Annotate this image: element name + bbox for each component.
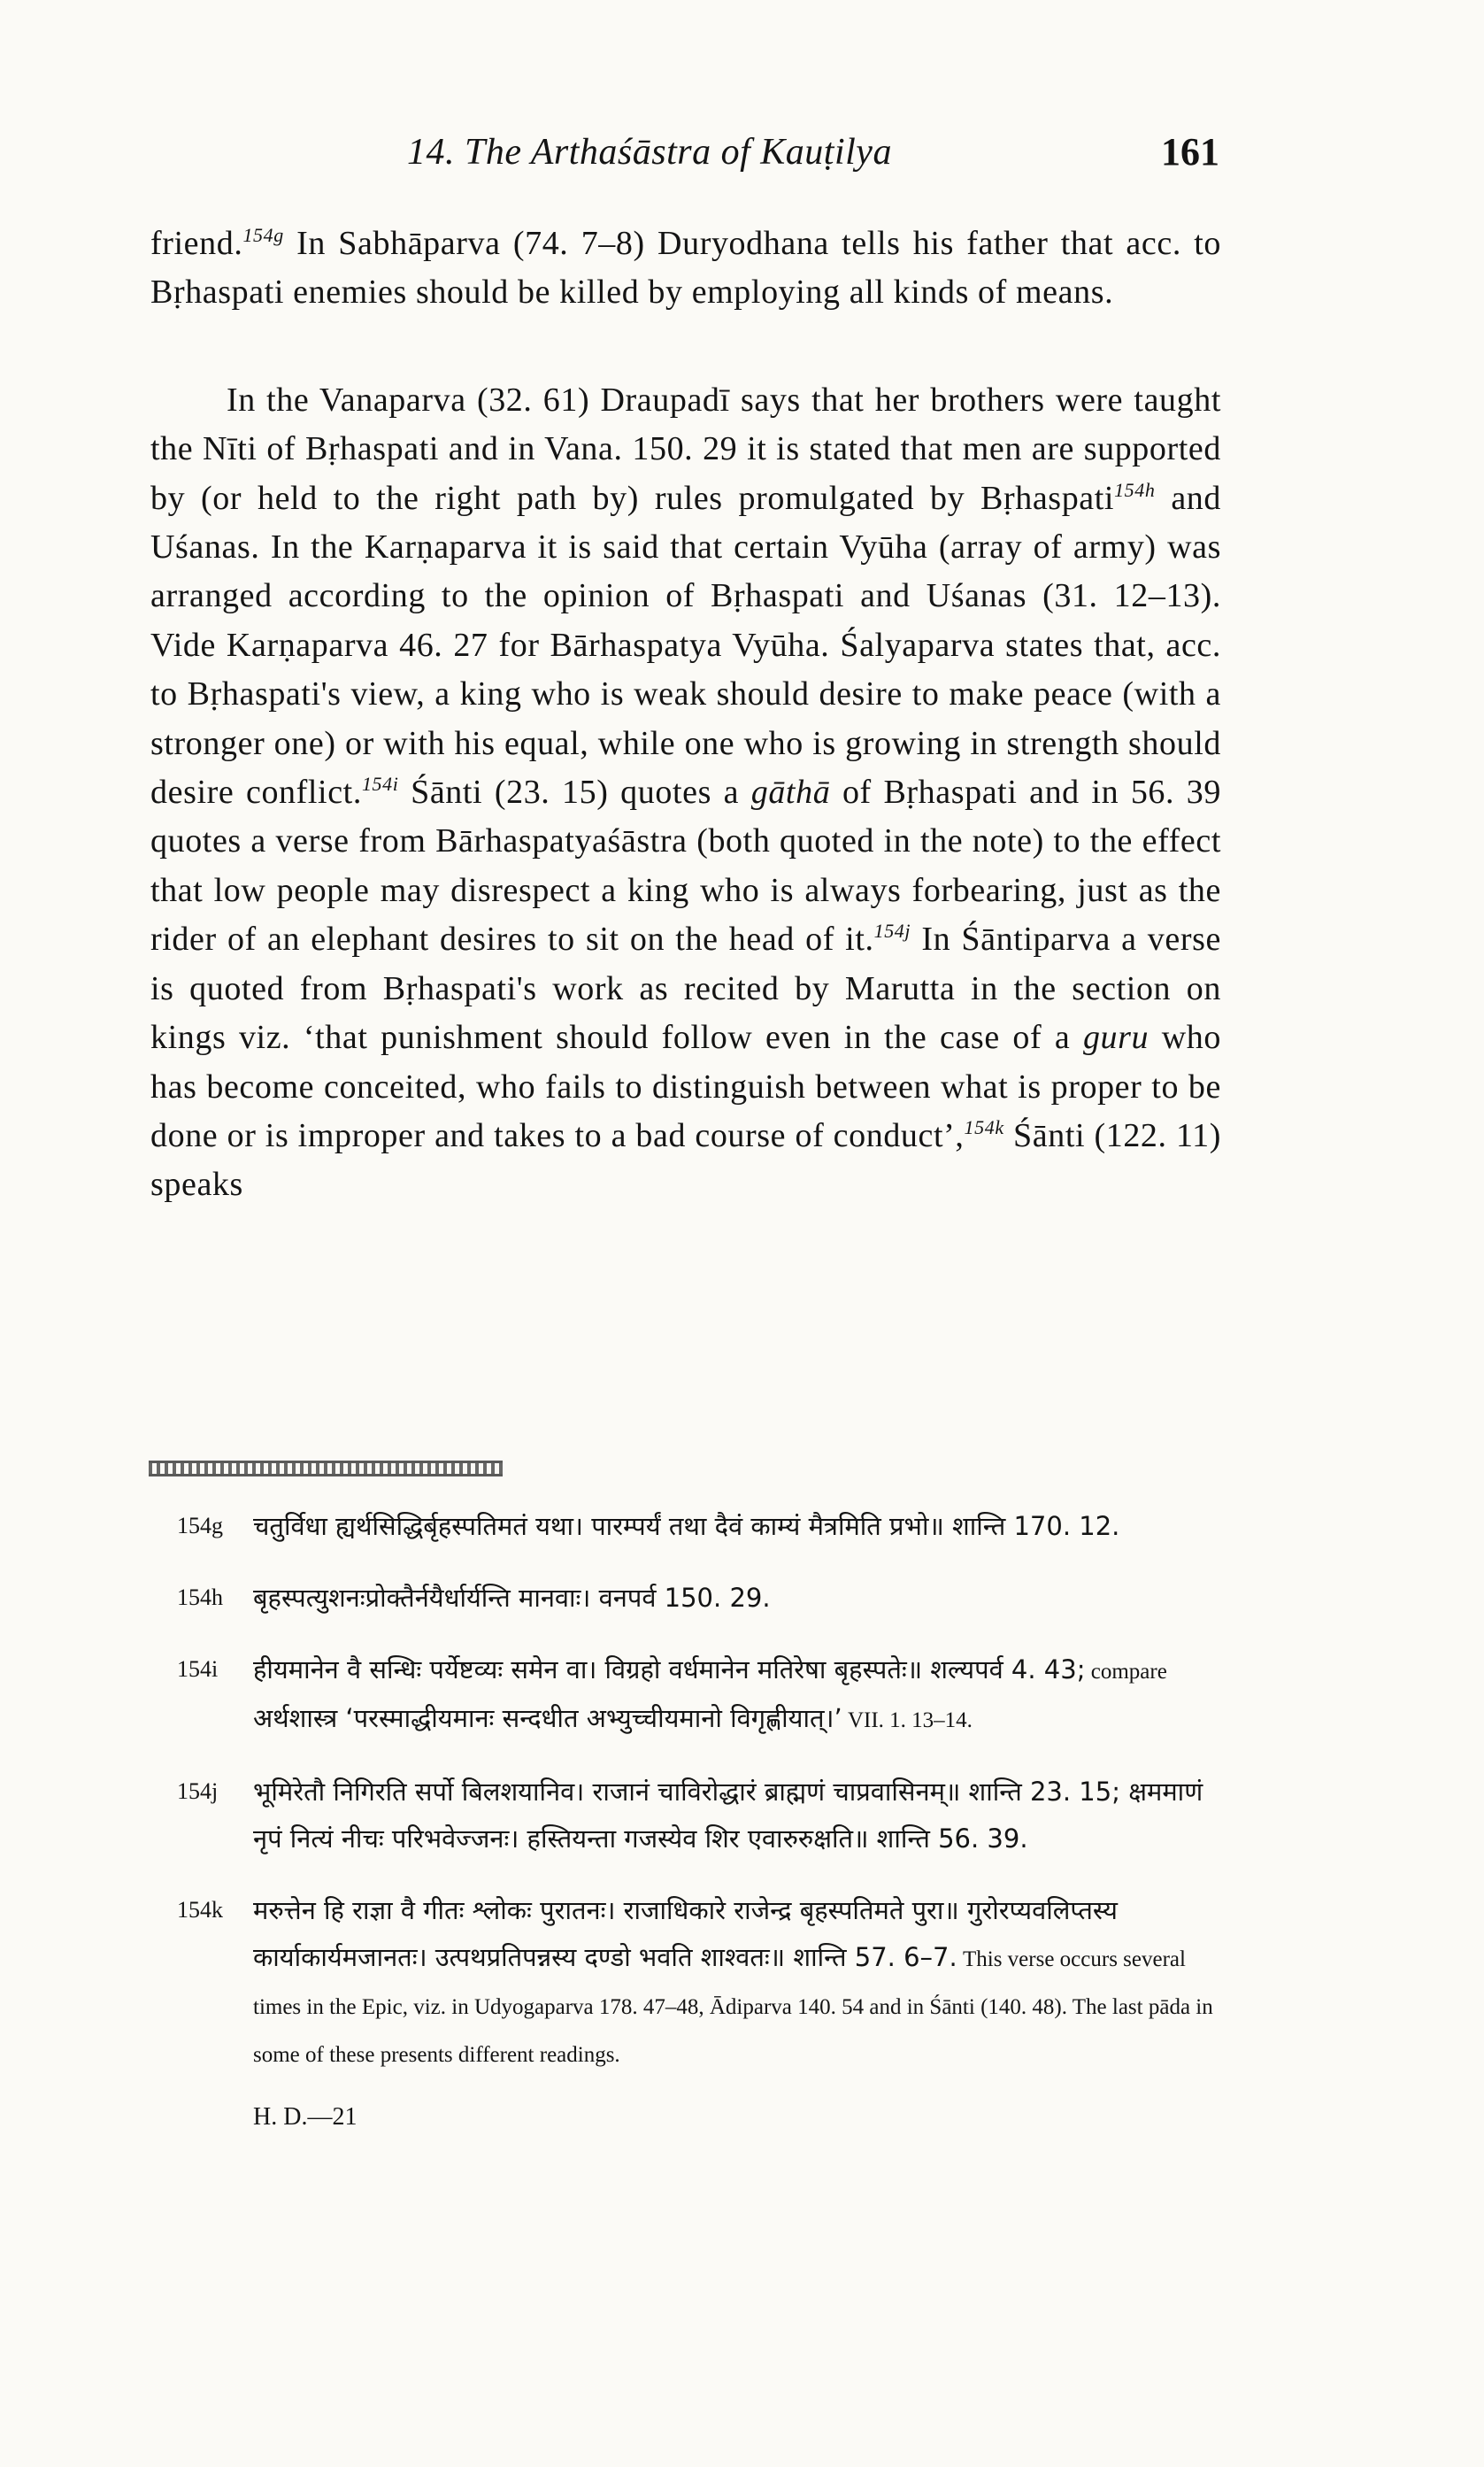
paragraph-2 [150, 376, 1221, 1210]
text-run: In Śāntiparva a verse is quoted from Bṛhaspati's work as recited by Marutta in the section on kings viz. ‘that punishment should follow even in the case of a [150, 921, 1221, 1057]
footnote-154k [177, 1887, 1230, 2078]
text-run: In the Vanaparva (32. 61) Draupadī says that her brothers were taught the Nīti of Bṛhaspati and in Vana. 150. 29 it is stated that men are supported by (or held to the right path by) rules promulgated by Bṛhaspati [150, 381, 1221, 517]
footnote-number: 154h [177, 1584, 223, 1610]
text-run: friend. [150, 225, 243, 262]
footnote-english: compare [1085, 1660, 1167, 1684]
page-number: 161 [1161, 130, 1219, 173]
footnote-ref-154i: 154i [361, 773, 399, 796]
footnote-number: 154k [177, 1897, 223, 1923]
footnote-text: हीयमानेन वै सन्धिः पर्येष्टव्यः समेन वा। विग्रहो वर्धमानेन मतिरेषा बृहस्पतेः॥ शल्यपर्व 4. 43; [253, 1654, 1086, 1684]
text-run: In Sabhāparva (74. 7–8) Duryodhana tells his father that acc. to Bṛhaspati enemies should be killed by employing all kinds of means. [150, 225, 1221, 312]
running-title: 14. The Arthaśāstra of Kauṭilya [407, 132, 892, 173]
signature-mark: H. D.—21 [253, 2103, 358, 2131]
footnotes [177, 1503, 1230, 2140]
footnote-text: अर्थशास्त्र ‘परस्माद्धीयमानः सन्दधीत अभ्युच्चीयमानो विगृह्णीयात्।’ [253, 1703, 842, 1733]
footnote-text: मरुत्तेन हि राज्ञा वै गीतः श्लोकः पुरातनः। राजाधिकारे राजेन्द्र बृहस्पतिमते पुरा॥ गुरोरप्यवलिप्तस्य कार्याकार्यमजानतः। उत्पथप्रतिपन्नस्य दण्डो भवति शाश्वतः॥ शान्ति 57. 6–7. [253, 1895, 1118, 1972]
footnote-citation: VII. 1. 13–14. [842, 1708, 973, 1732]
footnote-ref-154j: 154j [873, 920, 911, 943]
text-run: who has become conceited, who fails to distinguish between what is proper to be done or is improper and takes to a bad course of conduct’, [150, 1019, 1222, 1154]
footnote-154h [177, 1575, 1230, 1622]
footnote-154i [177, 1646, 1230, 1744]
footnote-number: 154g [177, 1513, 223, 1538]
footnote-number: 154i [177, 1656, 219, 1682]
text-run: Śānti (23. 15) quotes a [398, 774, 751, 812]
footnote-text: चतुर्विधा ह्यर्थसिद्धिर्बृहस्पतिमतं यथा। पारम्पर्यं तथा दैवं काम्यं मैत्रमिति प्रभो॥ शान्ति 170. 12. [253, 1511, 1120, 1541]
footnote-ref-154k: 154k [964, 1115, 1004, 1138]
footnote-154g [177, 1503, 1230, 1550]
text-run: of Bṛhaspati and in 56. 39 quotes a verse from Bārhaspatyaśāstra (both quoted in the note) to the effect that low people may disrespect a king who is always forbearing, just as the rider of an elephant desires to sit on the head of it. [150, 774, 1221, 959]
footnote-number: 154j [177, 1778, 219, 1804]
footnote-separator [149, 1461, 503, 1476]
text-run: Śānti (122. 11) speaks [150, 1116, 1221, 1204]
footnote-ref-154g: 154g [242, 224, 284, 246]
paragraph-1 [150, 220, 1221, 318]
footnote-154j [177, 1769, 1230, 1862]
footnote-text: भूमिरेतौ निगिरति सर्पो बिलशयानिव। राजानं चाविरोद्धारं ब्राह्मणं चाप्रवासिनम्॥ शान्ति 23. 15; क्षममाणं नृपं नित्यं नीचः परिभवेज्जनः। हस्तियन्ता गजस्येव शिर एवारुरुक्षति॥ शान्ति 56. 39. [253, 1777, 1203, 1854]
footnote-english: This verse occurs several times in the Epic, viz. in Udyogaparva 178. 47–48, Ādiparva 140. 54 and in Śānti (140. 48). The last pāda in some of these presents different readings. [253, 1947, 1213, 2067]
footnote-text: बृहस्पत्युशनःप्रोक्तैर्नयैर्धार्यन्ति मानवाः। वनपर्व 150. 29. [253, 1583, 771, 1613]
footnote-ref-154h: 154h [1114, 478, 1156, 501]
italic-term: gāthā [750, 774, 831, 812]
text-run: and Uśanas. In the Karṇaparva it is said that certain Vyūha (array of army) was arranged according to the opinion of Bṛhaspati and Uśanas (31. 12–13). Vide Karṇaparva 46. 27 for Bārhaspatya Vyūha. Śalyaparva states that, acc. to Bṛhaspati's view, a king who is weak should desire to make peace (with a stronger one) or with his equal, while one who is growing in strength should desire conflict. [150, 479, 1221, 812]
italic-term: guru [1082, 1019, 1150, 1057]
main-text [150, 220, 1221, 1210]
